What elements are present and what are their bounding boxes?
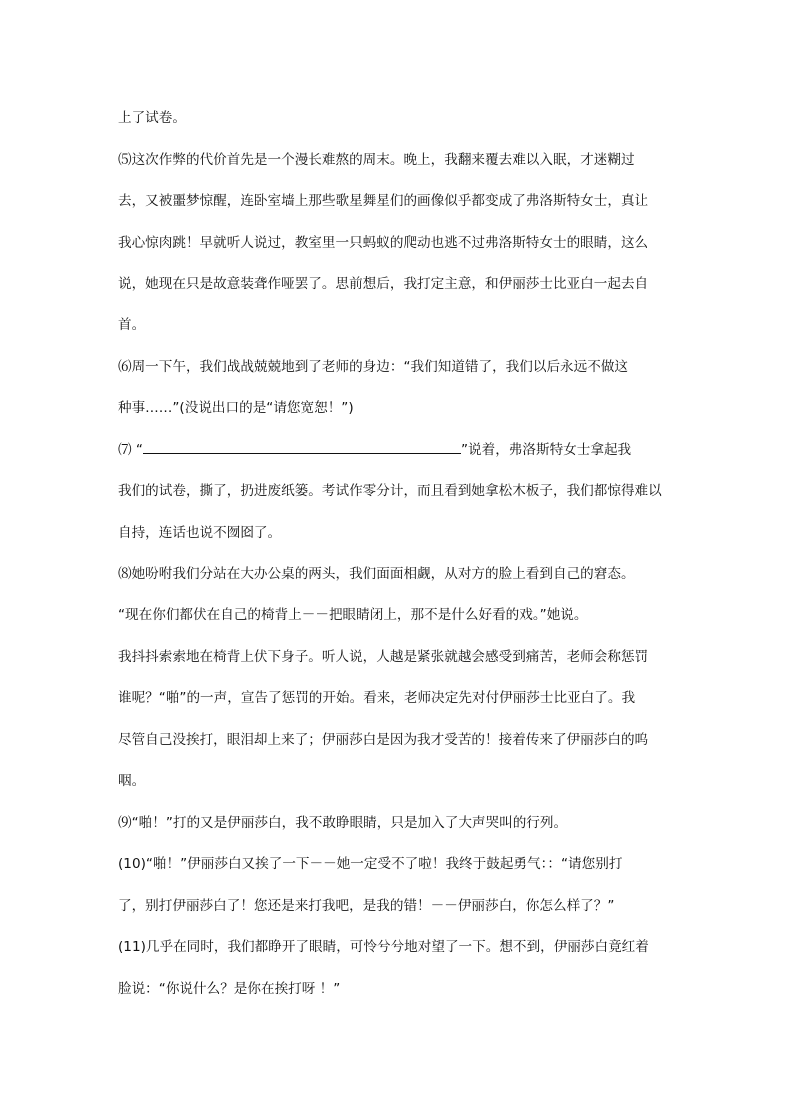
paragraph-9-line-1: ⑼“啪！”打的又是伊丽莎白，我不敢睁眼睛，只是加入了大声哭叫的行列。 — [118, 815, 568, 831]
text-line: 自持，连话也说不囫囵了。 — [118, 525, 282, 541]
paragraph-8-line-1: ⑻她吩咐我们分站在大办公桌的两头，我们面面相觑，从对方的脸上看到自己的窘态。 — [118, 566, 635, 582]
text-line: 说，她现在只是故意装聋作哑罢了。思前想后，我打定主意，和伊丽莎士比亚白一起去自 — [118, 276, 649, 292]
blank-prefix: ⑺ “ — [118, 442, 143, 458]
text-line: 咽。 — [118, 773, 146, 789]
paragraph-7-fill-in-line — [118, 440, 631, 460]
text-line: 我抖抖索索地在椅背上伏下身子。听人说，人越是紧张就越会感受到痛苦，老师会称惩罚 — [118, 649, 649, 665]
text-line: “现在你们都伏在自己的椅背上－－把眼睛闭上，那不是什么好看的戏。”她说。 — [118, 607, 588, 623]
text-line: 首。 — [118, 317, 146, 333]
paragraph-10-line-1: (10)“啪！”伊丽莎白又挨了一下－－她一定受不了啦！我终于鼓起勇气：：“请您别打 — [118, 856, 623, 872]
paragraph-11-line-1: (11)几乎在同时，我们都睁开了眼睛，可怜兮兮地对望了一下。想不到，伊丽莎白竟红着 — [118, 939, 649, 955]
paragraph-6-line-1: ⑹周一下午，我们战战兢兢地到了老师的身边：“我们知道错了，我们以后永远不做这 — [118, 359, 629, 375]
paragraph-5-line-1: ⑸这次作弊的代价首先是一个漫长难熬的周末。晚上，我翻来覆去难以入眠，才迷糊过 — [118, 152, 635, 168]
text-line: 上了试卷。 — [118, 110, 186, 126]
blank-suffix: ”说着，弗洛斯特女士拿起我 — [460, 442, 632, 458]
text-line: 种事……”(没说出口的是“请您宽恕！”) — [118, 400, 354, 416]
text-line: 尽管自己没挨打，眼泪却上来了；伊丽莎白是因为我才受苦的！接着传来了伊丽莎白的呜 — [118, 732, 649, 748]
answer-blank — [143, 440, 461, 454]
text-line: 我们的试卷，撕了，扔进废纸篓。考试作零分计，而且看到她拿松木板子，我们都惊得难以 — [118, 483, 662, 499]
text-line: 谁呢？“啪”的一声，宣告了惩罚的开始。看来，老师决定先对付伊丽莎士比亚白了。我 — [118, 690, 636, 706]
text-line: 我心惊肉跳！早就听人说过，教室里一只蚂蚁的爬动也逃不过弗洛斯特女士的眼睛，这么 — [118, 235, 649, 251]
text-line: 去，又被噩梦惊醒，连卧室墙上那些歌星舞星们的画像似乎都变成了弗洛斯特女士，真让 — [118, 193, 649, 209]
text-line: 了，别打伊丽莎白了！您还是来打我吧，是我的错！－－伊丽莎白，你怎么样了？” — [118, 898, 615, 914]
text-line: 脸说：“你说什么？是你在挨打呀 ！” — [118, 981, 341, 997]
